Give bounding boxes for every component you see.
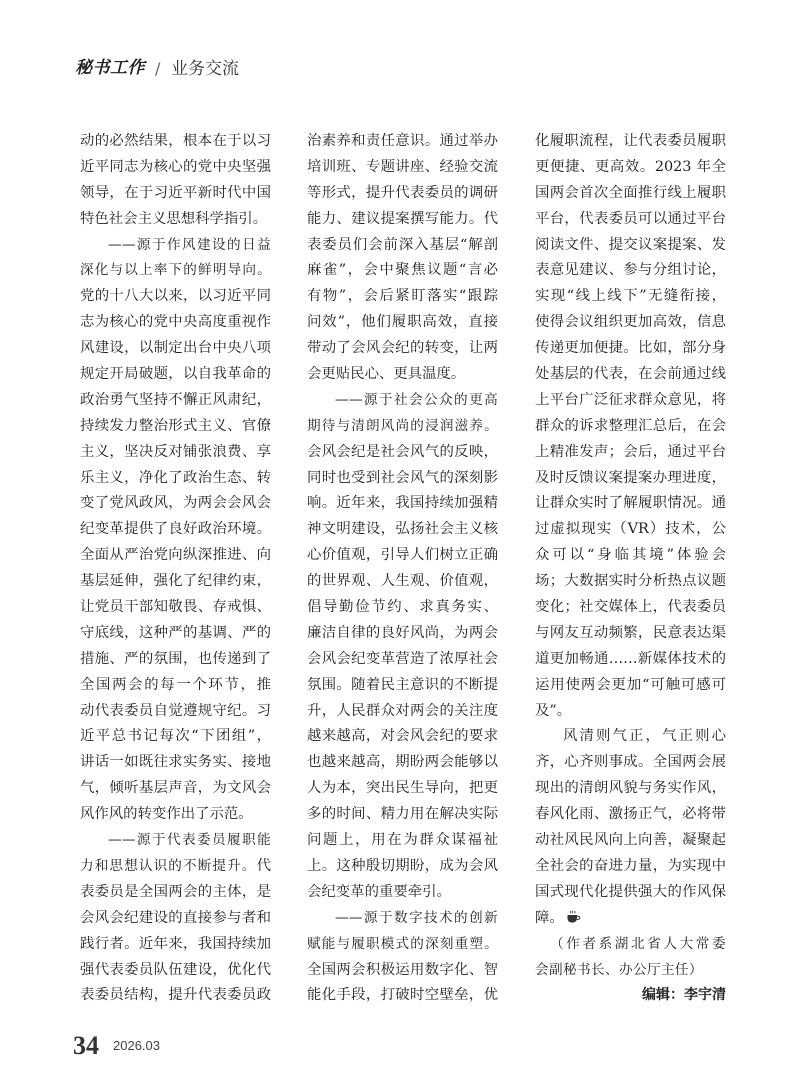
text-line (80, 647, 271, 673)
body-text: 等形式，提升代表委员的调研 (307, 184, 498, 201)
body-text: 纪变革提供了良好政治环境。 (80, 521, 271, 538)
text-line (307, 828, 498, 854)
body-text: 倡导勤俭节约、求真务实、 (307, 599, 498, 616)
text-line (80, 388, 271, 414)
text-line (535, 543, 726, 569)
body-text: 越来越高，对会风会纪的要求 (307, 728, 498, 745)
body-text: 让党员干部知敬畏、存戒惧、 (80, 599, 271, 616)
text-line (307, 440, 498, 466)
text-line (307, 155, 498, 181)
issue-date: 2026.03 (113, 1038, 160, 1053)
text-line (535, 621, 726, 647)
body-text: 阅读文件、提交议案提案、发 (535, 236, 726, 253)
text-line (535, 932, 726, 958)
body-text: 近平同志为核心的党中央坚强 (80, 158, 271, 175)
body-text: 心价值观，引导人们树立正确 (307, 547, 498, 564)
subheading-text: 力和思想认识的不断提升。 (80, 857, 257, 874)
body-text: 众可以“身临其境”体验会 (535, 547, 726, 564)
text-line (535, 699, 726, 725)
body-text: 及”。 (535, 702, 572, 719)
text-line (535, 207, 726, 233)
body-text: 全国两会积极运用数字化、智 (307, 961, 498, 978)
text-line (535, 724, 726, 750)
body-text: 运用使两会更加“可触可感可 (535, 676, 726, 693)
section-title: 业务交流 (171, 59, 239, 79)
body-text: 能力、建议提案撰写能力。代 (307, 210, 498, 227)
text-line (307, 233, 498, 259)
text-line (80, 129, 271, 155)
body-text: 风建设，以制定出台中央八项 (80, 340, 271, 357)
text-line (535, 388, 726, 414)
body-text: 处基层的代表，在会前通过线 (535, 366, 726, 383)
body-text: 廉洁自律的良好风尚，为两会 (307, 624, 498, 641)
text-line (535, 569, 726, 595)
text-line (307, 776, 498, 802)
body-text: 响。近年来，我国持续加强精 (307, 495, 498, 512)
body-text: 传递更加便捷。比如，部分身 (535, 340, 726, 357)
text-line (307, 310, 498, 336)
body-text: 动社风民风向上向善，凝聚起 (535, 832, 726, 849)
text-line (80, 440, 271, 466)
body-text: 平台，代表委员可以通过平台 (535, 210, 726, 227)
body-text: 与网友互动频繁，民意表达渠 (535, 624, 726, 641)
body-text: 强代表委员队伍建设，优化代 (80, 961, 271, 978)
body-text: 会风会纪建设的直接参与者和 (80, 909, 271, 926)
body-text: 领导，在于习近平新时代中国 (80, 184, 271, 201)
text-line (535, 776, 726, 802)
text-line (80, 724, 271, 750)
subheading-text: ——源于代表委员履职能 (108, 832, 271, 849)
body-text: 变了党风政风，为两会会风会 (80, 495, 271, 512)
text-line (535, 673, 726, 699)
text-line (307, 932, 498, 958)
body-text: 上精准发声；会后，通过平台 (535, 443, 726, 460)
body-text: 及时反馈议案提案办理进度， (535, 469, 726, 486)
body-text: 变化；社交媒体上，代表委员 (535, 599, 726, 616)
text-line (535, 155, 726, 181)
body-text: 全社会的奋进力量，为实现中 (535, 857, 726, 874)
page-number: 34 (73, 1031, 99, 1060)
text-column-3 (535, 129, 726, 1009)
text-line (307, 854, 498, 880)
author-note: （作者系湖北省人大常委 (550, 935, 726, 952)
text-line (80, 181, 271, 207)
text-line (80, 258, 271, 284)
text-line (80, 802, 271, 828)
body-text: 齐，心齐则事成。全国两会展 (535, 754, 726, 771)
body-text: 气，倾听基层声音，为文风会 (80, 780, 271, 797)
body-text: 会更贴民心、更具温度。 (307, 366, 466, 383)
body-text: 全国两会的每一个环节，推 (80, 676, 271, 693)
text-column-2 (307, 129, 498, 1009)
text-line (535, 181, 726, 207)
body-text: 表委员是全国两会的主体，是 (80, 883, 271, 900)
body-text: 近平总书记每次“下团组”， (80, 728, 271, 745)
body-text: 升，人民群众对两会的关注度 (307, 702, 498, 719)
body-text: 的世界观、人生观、价值观， (307, 573, 498, 590)
body-text: 动代表委员自觉遵规守纪。习 (80, 702, 271, 719)
body-text: 春风化雨、激扬正气，必将带 (535, 806, 726, 823)
text-line (80, 569, 271, 595)
text-line (535, 595, 726, 621)
text-line (307, 958, 498, 984)
body-text: 会风会纪变革营造了浓厚社会 (307, 650, 498, 667)
text-line (307, 414, 498, 440)
body-text: 主义，坚决反对铺张浪费、享 (80, 443, 271, 460)
text-line (307, 207, 498, 233)
text-line (80, 284, 271, 310)
text-line (535, 958, 726, 984)
text-line (80, 491, 271, 517)
text-line (80, 958, 271, 984)
body-text: 培训班、专题讲座、经验交流 (307, 158, 498, 175)
body-text: 持续发力整治形式主义、官僚 (80, 417, 271, 434)
end-mark-cup-icon (566, 907, 581, 933)
body-text: 国两会首次全面推行线上履职 (535, 184, 726, 201)
text-line (307, 802, 498, 828)
text-line (535, 983, 726, 1009)
body-text: 会纪变革的重要牵引。 (307, 883, 451, 900)
body-text: 动的必然结果，根本在于以习 (80, 133, 271, 149)
text-line (80, 880, 271, 906)
body-text: 治素养和责任意识。通过举办 (307, 133, 498, 149)
body-text: 表委员们会前深入基层“解剖 (307, 236, 498, 253)
text-line (80, 517, 271, 543)
body-text: 实现“线上线下”无缝衔接， (535, 288, 726, 305)
body-text: 氛围。随着民主意识的不断提 (307, 676, 498, 693)
body-text: 带动了会风会纪的转变，让两 (307, 340, 498, 357)
text-line (535, 906, 726, 932)
text-line (307, 595, 498, 621)
text-line (80, 155, 271, 181)
text-line (535, 310, 726, 336)
text-line (307, 388, 498, 414)
text-line (80, 828, 271, 854)
body-text: 多的时间、精力用在解决实际 (307, 806, 498, 823)
subheading-text: 期待与清朗风尚的浸润滋养。 (307, 417, 498, 434)
text-line (307, 466, 498, 492)
text-line (535, 880, 726, 906)
text-line (307, 569, 498, 595)
text-line (307, 491, 498, 517)
body-text: 能化手段，打破时空壁垒，优 (307, 987, 498, 1004)
body-text: 道更加畅通……新媒体技术的 (535, 650, 726, 667)
text-line (535, 233, 726, 259)
body-text: 风作风的转变作出了示范。 (80, 806, 253, 823)
text-line (307, 621, 498, 647)
body-text: 党的十八大以来，以习近平同 (80, 288, 271, 305)
body-text: 问题上，用在为群众谋福祉 (307, 832, 498, 849)
body-text: 讲话一如既往求实务实、接地 (80, 754, 271, 771)
text-line (535, 854, 726, 880)
body-text: 使得会议组织更加高效，信息 (535, 314, 726, 331)
body-text: 更便捷、更高效。2023 年全 (535, 158, 726, 175)
text-line (80, 543, 271, 569)
text-line (307, 258, 498, 284)
text-line (307, 181, 498, 207)
text-line (80, 414, 271, 440)
body-text: 现出的清朗风貌与务实作风， (535, 780, 726, 797)
text-line (307, 750, 498, 776)
body-text: 障。 (535, 909, 564, 926)
text-line (307, 517, 498, 543)
text-line (80, 776, 271, 802)
text-line (307, 673, 498, 699)
body-text: 同时也受到社会风气的深刻影 (307, 469, 498, 486)
text-line (535, 802, 726, 828)
text-line (307, 336, 498, 362)
body-text: 也越来越高，期盼两会能够以 (307, 754, 498, 771)
body-text: 表委员结构，提升代表委员政 (80, 987, 271, 1004)
text-line (80, 673, 271, 699)
text-line (80, 310, 271, 336)
subheading-text: 深化与以上率下的鲜明导向。 (80, 262, 271, 279)
body-text: 群众的诉求整理汇总后，在会 (535, 417, 726, 434)
body-text: 特色社会主义思想科学指引。 (80, 210, 268, 227)
text-line (535, 414, 726, 440)
text-column-1 (80, 129, 271, 1009)
text-line (80, 233, 271, 259)
text-line (80, 983, 271, 1009)
body-text: 场；大数据实时分析热点议题 (535, 573, 726, 590)
body-text: 上。这种殷切期盼，成为会风 (307, 857, 498, 874)
body-text: 问效”，他们履职高效，直接 (307, 314, 498, 331)
text-line (307, 647, 498, 673)
body-text: 规定开局破题，以自我革命的 (80, 366, 271, 383)
body-text: 志为核心的党中央高度重视作 (80, 314, 271, 331)
text-line (80, 932, 271, 958)
magazine-logo: 秘书工作 (75, 58, 145, 78)
text-line (535, 362, 726, 388)
header-separator: / (155, 59, 161, 78)
body-text: 风清则气正，气正则心 (563, 728, 726, 745)
text-line (307, 983, 498, 1009)
body-text: 人为本，突出民生导向，把更 (307, 780, 498, 797)
body-text: 乐主义，净化了政治生态、转 (80, 469, 271, 486)
text-line (535, 284, 726, 310)
body-text: 守底线，这种严的基调、严的 (80, 624, 271, 641)
text-line (80, 466, 271, 492)
subheading-text: ——源于作风建设的日益 (108, 236, 271, 253)
body-text: 基层延伸，强化了纪律约束， (80, 573, 271, 590)
text-line (307, 362, 498, 388)
body-text: 过虚拟现实（VR）技术，公 (535, 521, 726, 538)
editor-credit: 编辑：李宇清 (642, 987, 726, 1004)
text-line (307, 724, 498, 750)
text-line (80, 699, 271, 725)
body-text: 会风会纪是社会风气的反映， (307, 443, 498, 460)
body-text: 践行者。近年来，我国持续加 (80, 935, 271, 952)
text-line (535, 828, 726, 854)
text-line (80, 362, 271, 388)
text-line (80, 750, 271, 776)
text-line (307, 543, 498, 569)
body-text: 表意见建议、参与分组讨论， (535, 262, 726, 279)
text-line (307, 906, 498, 932)
body-text: 麻雀”，会中聚焦议题“言必 (307, 262, 498, 279)
text-line (307, 699, 498, 725)
text-line (80, 854, 271, 880)
body-text: 代 (256, 857, 271, 874)
text-line (80, 595, 271, 621)
subheading-text: ——源于社会公众的更高 (335, 391, 498, 408)
text-line (535, 129, 726, 155)
text-line (80, 621, 271, 647)
body-text: 让群众实时了解履职情况。通 (535, 495, 726, 512)
body-text: 国式现代化提供强大的作风保 (535, 883, 726, 900)
body-text: 措施、严的氛围，也传递到了 (80, 650, 271, 667)
body-text: 有物”，会后紧盯落实“跟踪 (307, 288, 498, 305)
text-line (535, 466, 726, 492)
text-line (535, 517, 726, 543)
text-line (307, 880, 498, 906)
text-line (307, 284, 498, 310)
text-line (535, 440, 726, 466)
text-line (535, 647, 726, 673)
text-line (80, 207, 271, 233)
text-line (80, 906, 271, 932)
text-line (307, 129, 498, 155)
author-note: 会副秘书长、办公厅主任） (535, 961, 703, 978)
subheading-text: 赋能与履职模式的深刻重塑。 (307, 935, 498, 952)
body-text: 全面从严治党向纵深推进、向 (80, 547, 271, 564)
subheading-text: ——源于数字技术的创新 (335, 909, 498, 926)
text-line (535, 750, 726, 776)
text-line (535, 258, 726, 284)
text-line (535, 336, 726, 362)
body-text: 上平台广泛征求群众意见，将 (535, 391, 726, 408)
body-text: 政治勇气坚持不懈正风肃纪， (80, 391, 271, 408)
body-text: 化履职流程，让代表委员履职 (535, 133, 726, 149)
body-text: 神文明建设，弘扬社会主义核 (307, 521, 498, 538)
text-line (535, 491, 726, 517)
text-line (80, 336, 271, 362)
